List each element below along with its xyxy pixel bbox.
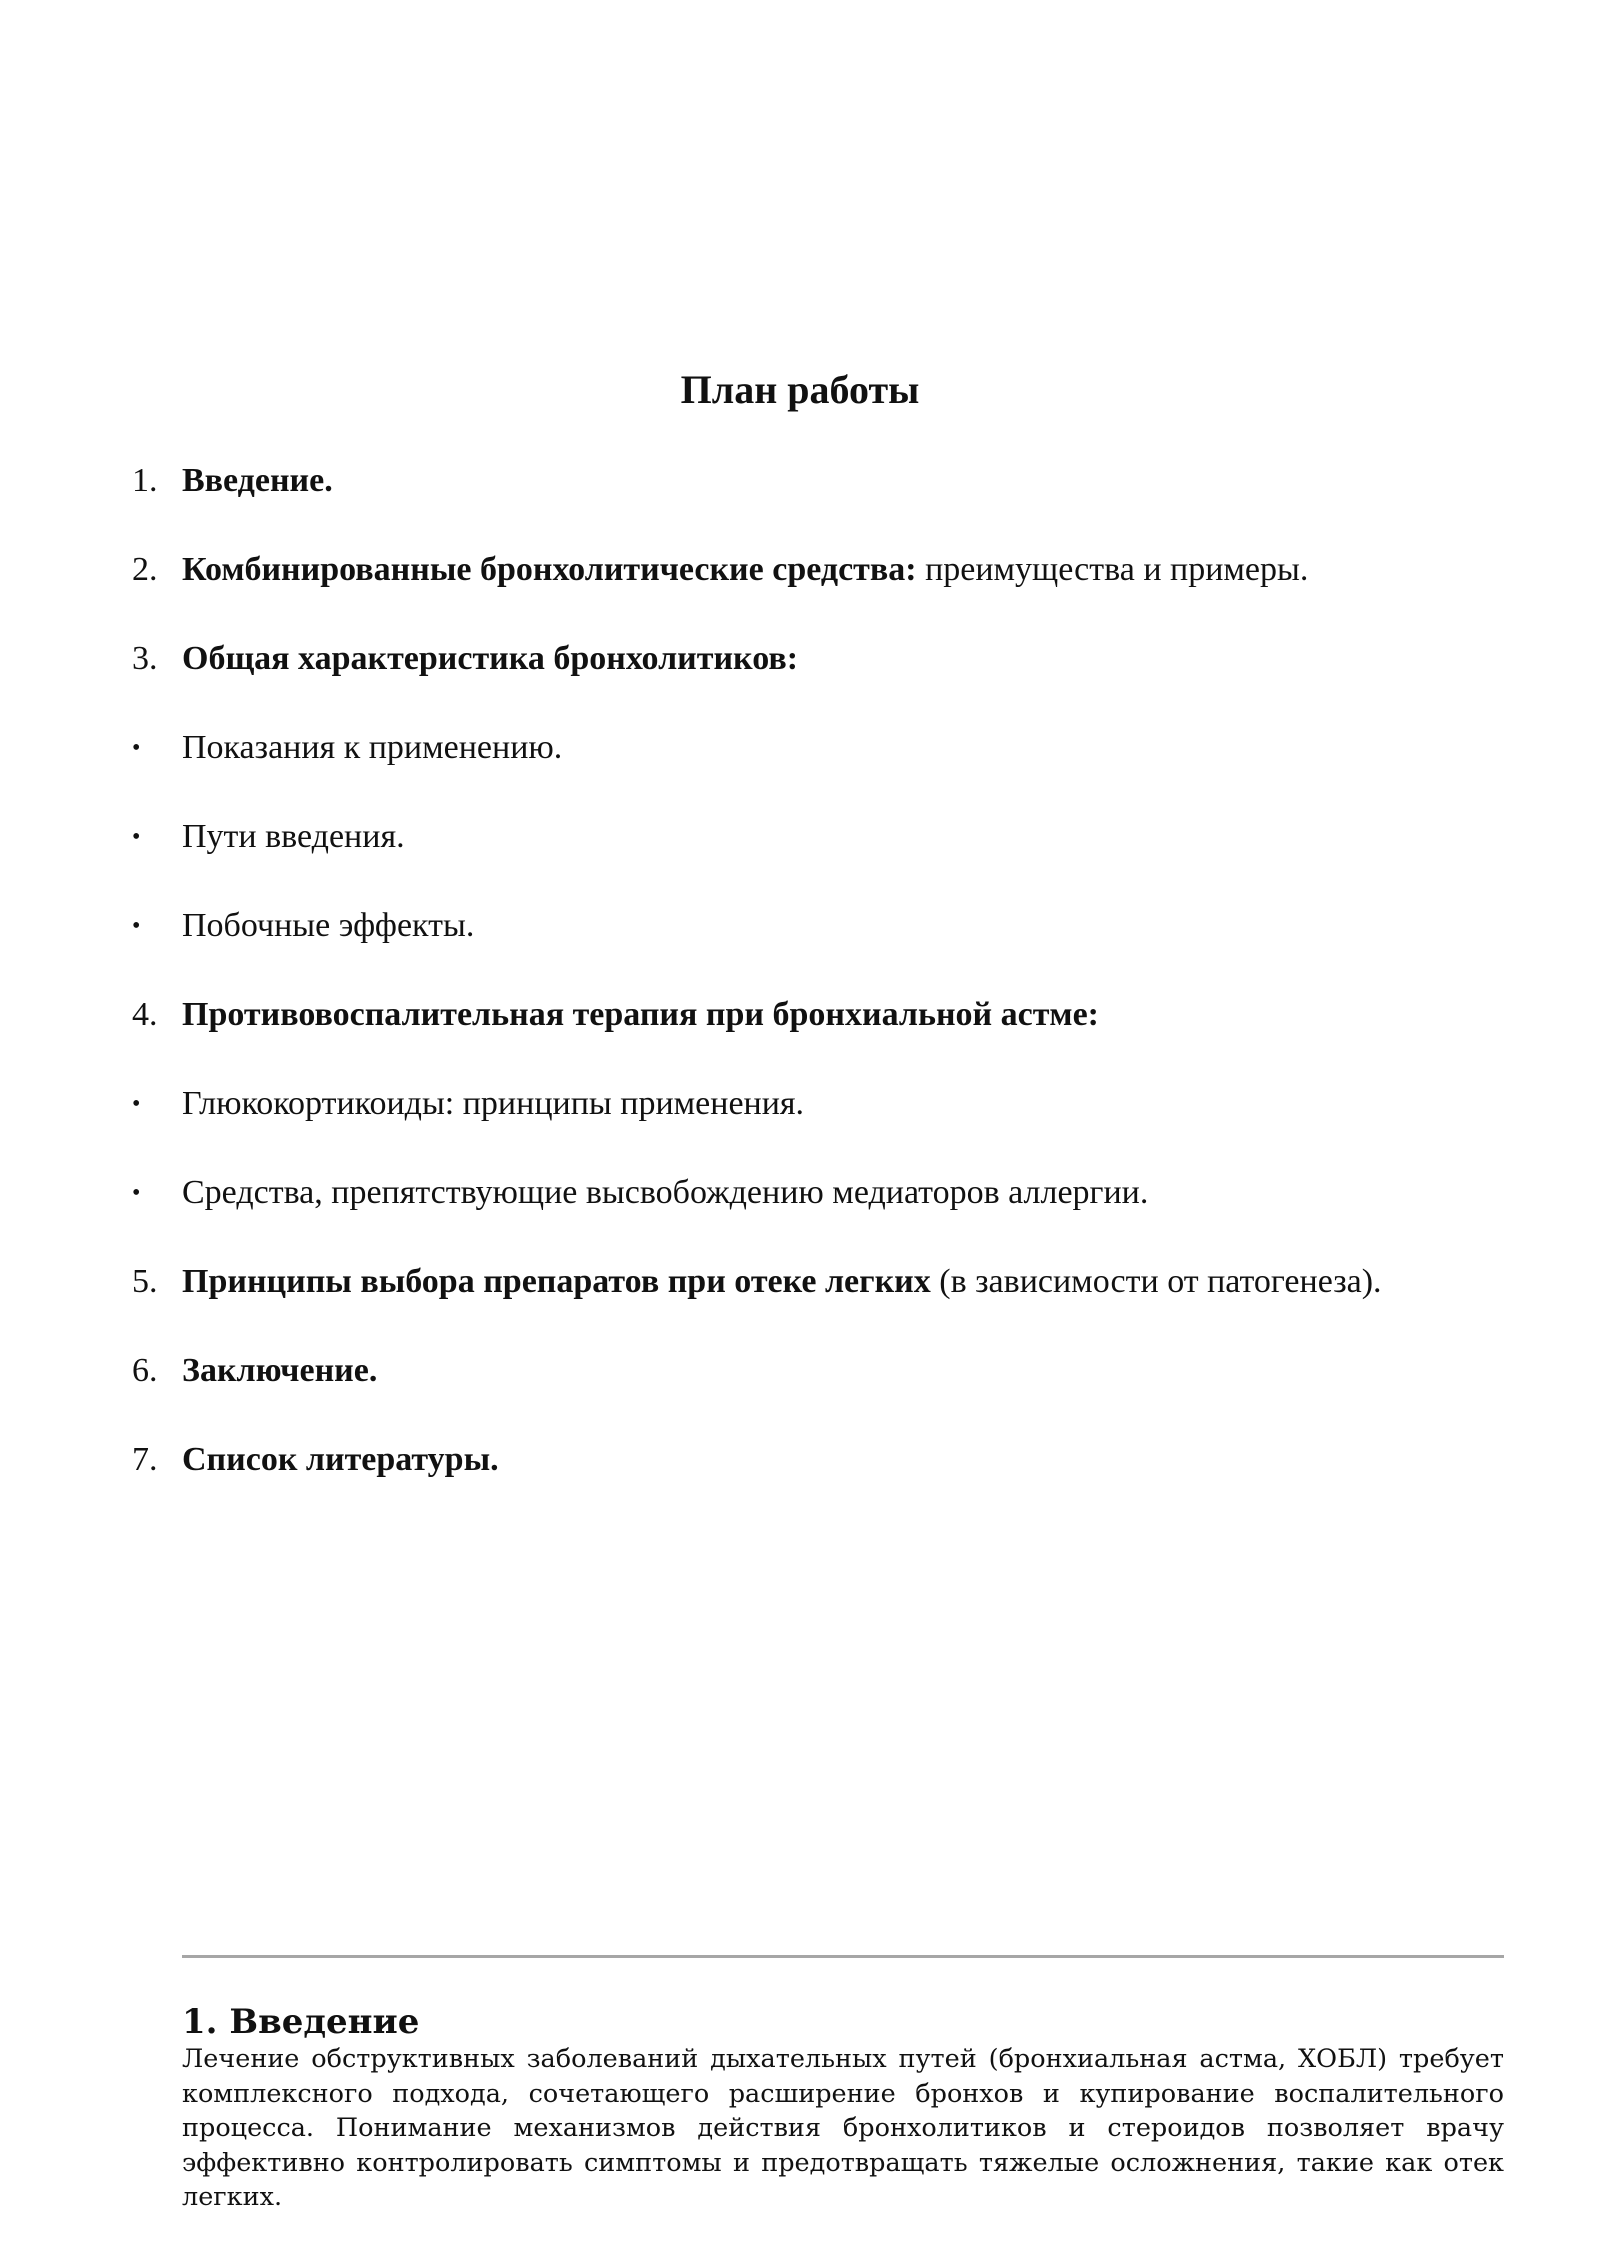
- list-number: 4.: [132, 996, 158, 1033]
- plan-item-text: преимущества и примеры.: [916, 551, 1309, 588]
- list-number: 6.: [132, 1352, 158, 1389]
- plan-item-text: Показания к применению.: [182, 729, 563, 766]
- plan-item-2: [132, 540, 1308, 600]
- plan-item-heading: Список литературы.: [182, 1441, 499, 1478]
- plan-item-heading: Введение.: [182, 462, 333, 499]
- plan-item-heading: Противовоспалительная терапия при бронхиальной астме:: [182, 996, 1099, 1033]
- plan-item-5: [132, 1252, 1382, 1312]
- plan-item-text: Пути введения.: [182, 818, 405, 855]
- plan-item-heading: Заключение.: [182, 1352, 378, 1389]
- plan-item-heading: Принципы выбора препаратов при отеке легких: [182, 1263, 931, 1300]
- bullet-icon: •: [132, 735, 141, 761]
- plan-item-text: (в зависимости от патогенеза).: [930, 1263, 1382, 1300]
- plan-item-text: Средства, препятствующие высвобождению медиаторов аллергии.: [182, 1174, 1149, 1211]
- plan-subitem-routes: [132, 807, 405, 867]
- bullet-icon: •: [132, 1180, 141, 1206]
- bullet-icon: •: [132, 824, 141, 850]
- plan-item-heading: Комбинированные бронхолитические средства:: [182, 551, 917, 588]
- plan-item-6: [132, 1341, 377, 1401]
- plan-item-text: Глюкокортикоиды: принципы применения.: [182, 1085, 805, 1122]
- bullet-icon: •: [132, 913, 141, 939]
- list-number: 2.: [132, 551, 158, 588]
- plan-item-4: [132, 985, 1099, 1045]
- plan-subitem-glucocorticoids: [132, 1074, 804, 1134]
- plan-item-7: [132, 1430, 499, 1490]
- plan-item-text: Побочные эффекты.: [182, 907, 475, 944]
- section-divider: [182, 1955, 1504, 1958]
- list-number: 3.: [132, 640, 158, 677]
- list-number: 7.: [132, 1441, 158, 1478]
- page-title: План работы: [680, 367, 920, 412]
- plan-item-1: [132, 451, 333, 511]
- introduction-paragraph: Лечение обструктивных заболеваний дыхательных путей (бронхиальная астма, ХОБЛ) требует комплексного подхода, сочетающего расширение бронхов и купирование воспалительного процесса. Понимание механизмов действия бронхолитиков и стероидов позволяет врачу эффективно контролировать симптомы и предотвращать тяжелые осложнения, такие как отек легких.: [182, 2044, 1504, 2212]
- plan-item-3: [132, 629, 798, 689]
- plan-subitem-side-effects: [132, 896, 474, 956]
- bullet-icon: •: [132, 1091, 141, 1117]
- list-number: 5.: [132, 1263, 158, 1300]
- introduction-heading: 1. Введение: [182, 2002, 420, 2042]
- plan-subitem-mediator-release: [132, 1163, 1148, 1223]
- list-number: 1.: [132, 462, 158, 499]
- plan-subitem-indications: [132, 718, 562, 778]
- plan-item-heading: Общая характеристика бронхолитиков:: [182, 640, 799, 677]
